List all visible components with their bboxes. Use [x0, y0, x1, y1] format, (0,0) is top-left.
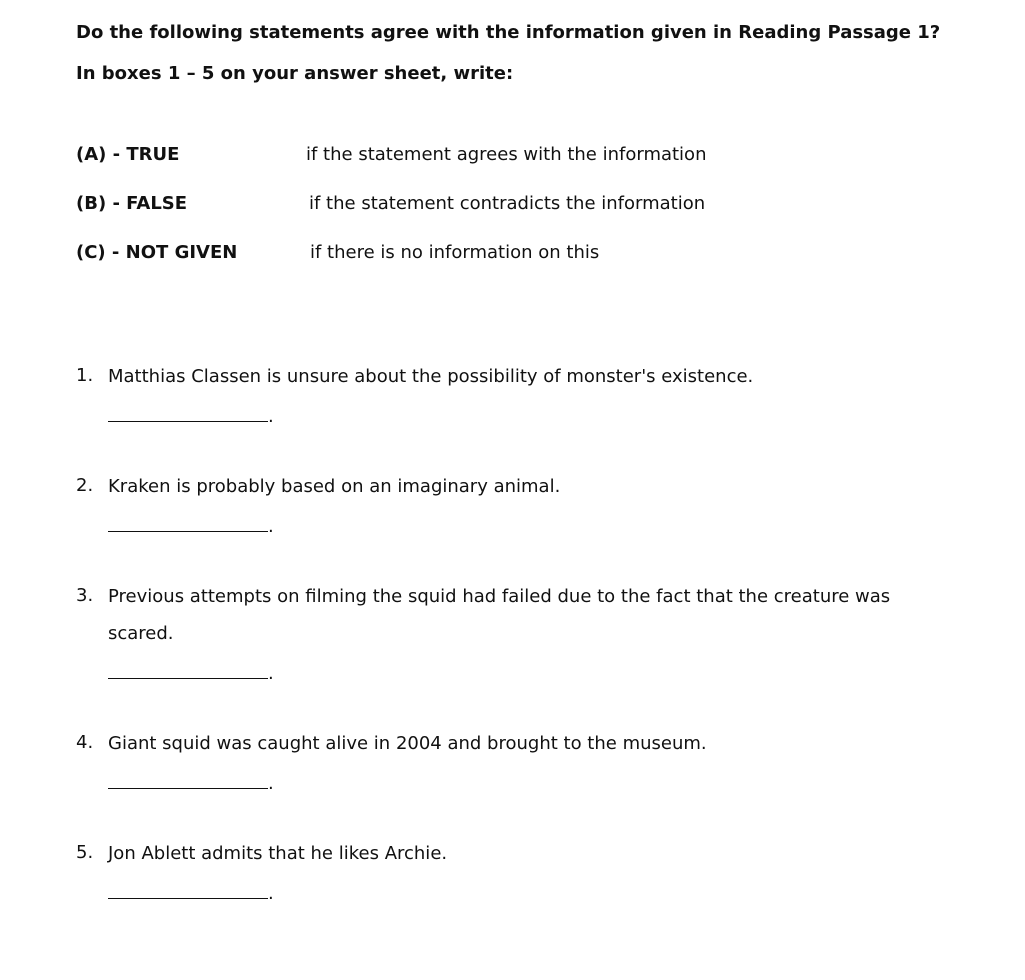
question-3-text: Previous attempts on filming the squid had failed due to the fact that the creature was scared.: [108, 586, 891, 644]
option-b-label: (B) - FALSE: [76, 193, 188, 214]
question-3-end-mark: .: [268, 663, 274, 684]
question-4-text: Giant squid was caught alive in 2004 and brought to the museum.: [108, 733, 707, 754]
option-c-description: if there is no information on this: [310, 242, 600, 263]
question-4-number: 4.: [76, 732, 94, 753]
option-c-label: (C) - NOT GIVEN: [76, 242, 238, 263]
instruction-write: In boxes 1 – 5 on your answer sheet, write:: [76, 63, 514, 84]
option-a-description: if the statement agrees with the information: [306, 144, 707, 165]
question-1-answer-blank[interactable]: [108, 421, 268, 422]
question-1-text: Matthias Classen is unsure about the possibility of monster's existence.: [108, 366, 754, 387]
question-4-end-mark: .: [268, 773, 274, 794]
question-1-end-mark: .: [268, 406, 274, 427]
question-5-text: Jon Ablett admits that he likes Archie.: [108, 843, 448, 864]
question-5-end-mark: .: [268, 883, 274, 904]
question-5-answer-blank[interactable]: [108, 898, 268, 899]
question-2-text: Kraken is probably based on an imaginary animal.: [108, 476, 561, 497]
question-5-number: 5.: [76, 842, 94, 863]
question-2-end-mark: .: [268, 516, 274, 537]
option-b-description: if the statement contradicts the information: [309, 193, 706, 214]
question-3-number: 3.: [76, 585, 94, 606]
question-1-number: 1.: [76, 365, 94, 386]
question-2-answer-blank[interactable]: [108, 531, 268, 532]
question-4-answer-blank[interactable]: [108, 788, 268, 789]
instruction-question: Do the following statements agree with the information given in Reading Passage 1?: [76, 22, 941, 43]
option-a-label: (A) - TRUE: [76, 144, 180, 165]
question-3-answer-blank[interactable]: [108, 678, 268, 679]
question-2-number: 2.: [76, 475, 94, 496]
